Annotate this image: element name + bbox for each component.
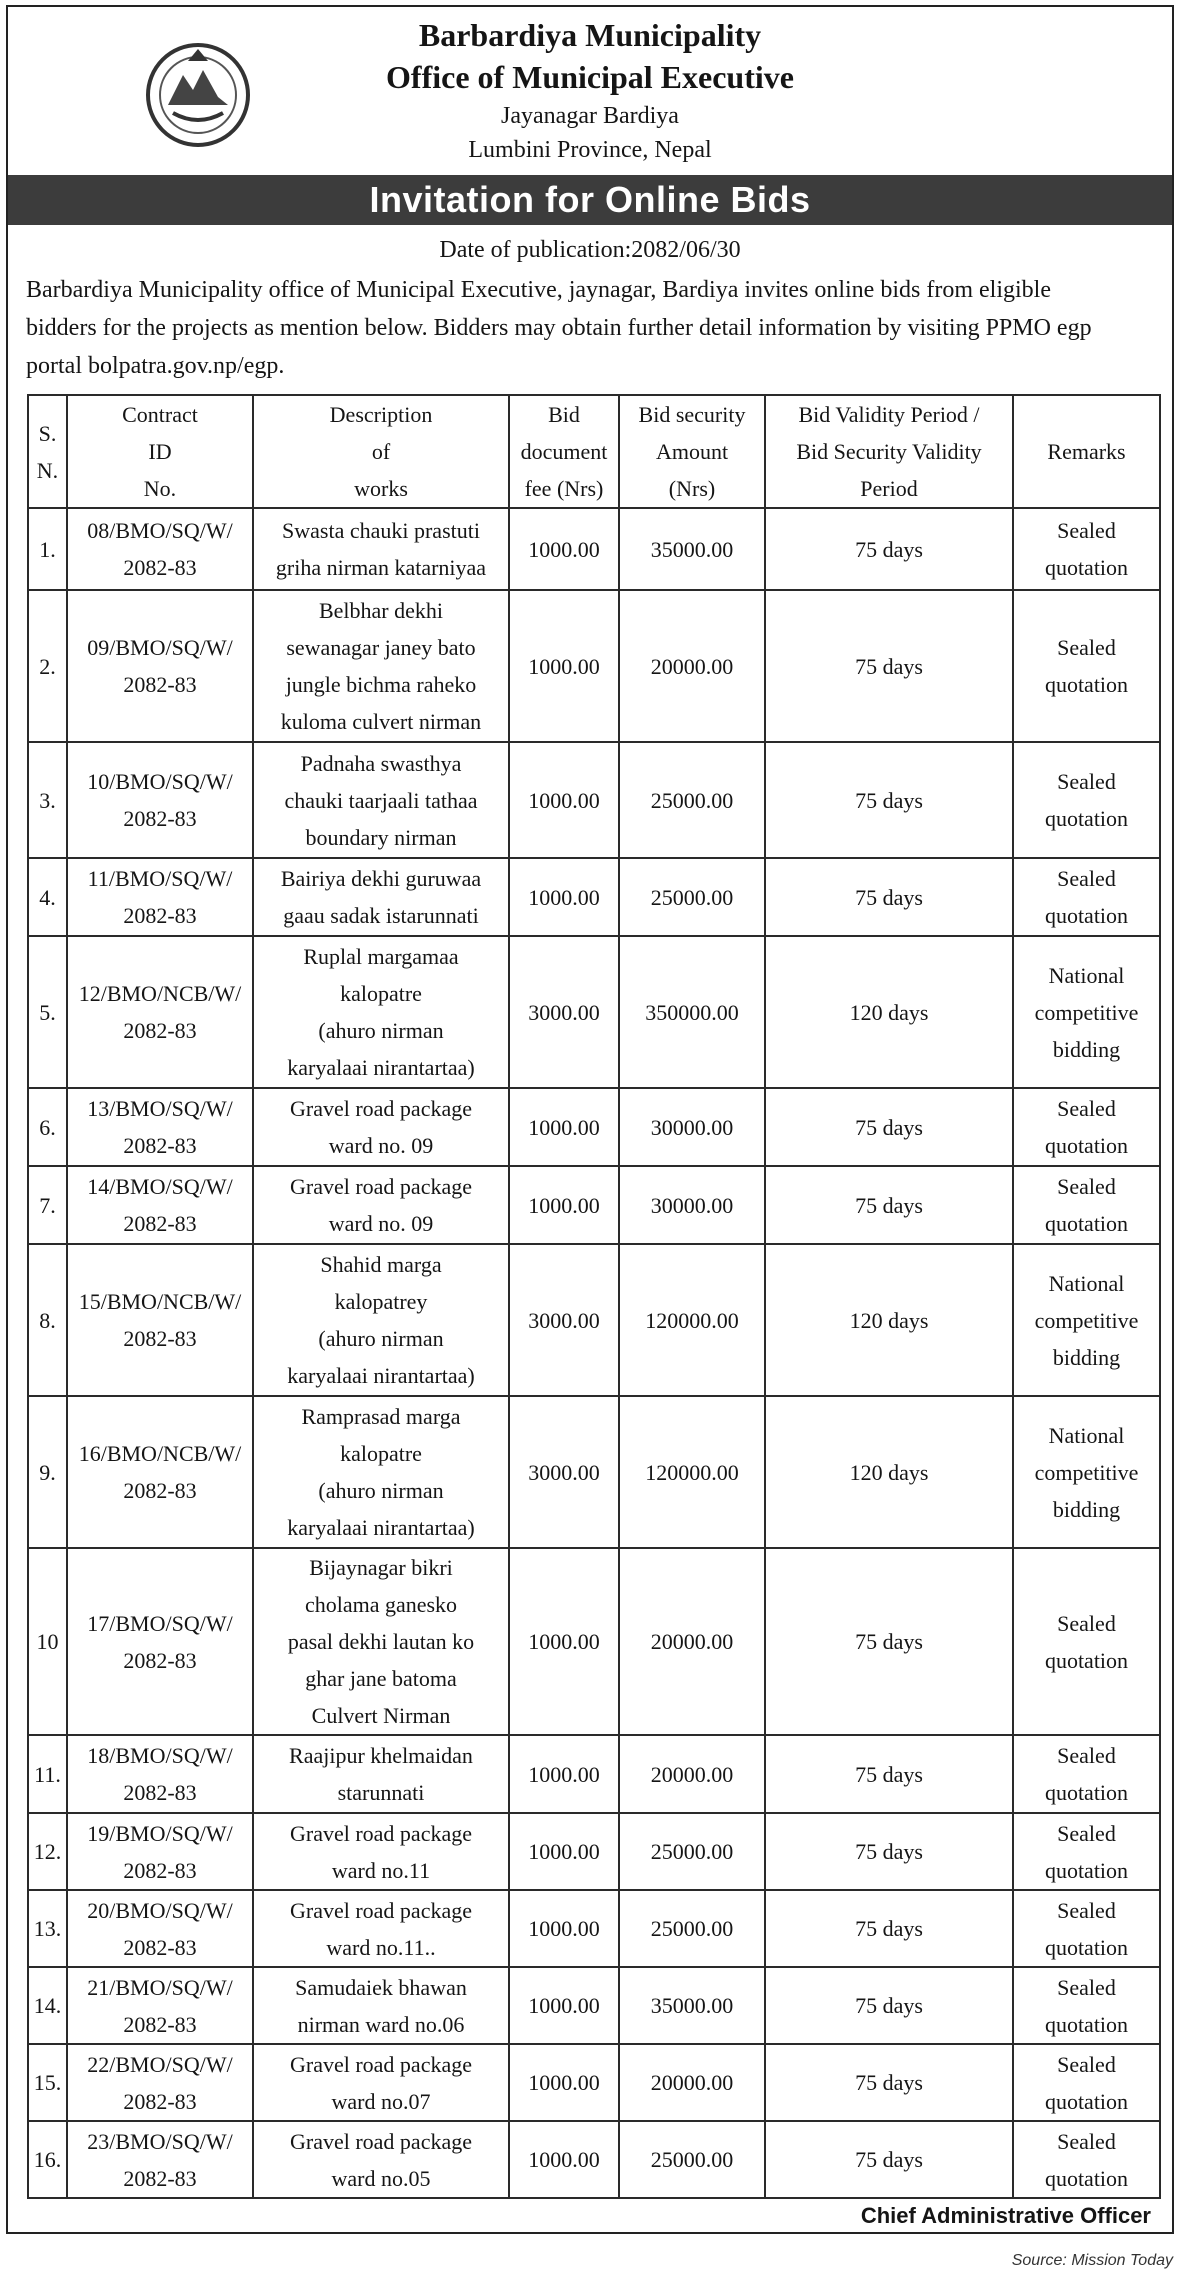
row-remarks: Sealed quotation bbox=[1013, 2044, 1160, 2121]
row-description: Padnaha swasthya chauki taarjaali tathaa boundary nirman bbox=[253, 742, 509, 858]
row-remarks: Sealed quotation bbox=[1013, 1813, 1160, 1890]
row-contract-id: 12/BMO/NCB/W/ 2082-83 bbox=[67, 936, 253, 1088]
row-bid-fee: 3000.00 bbox=[509, 1244, 619, 1396]
row-bid-fee: 1000.00 bbox=[509, 1735, 619, 1813]
row-validity: 120 days bbox=[765, 1244, 1013, 1396]
address-line-2: Lumbini Province, Nepal bbox=[468, 137, 712, 163]
intro-line: portal bolpatra.gov.np/egp. bbox=[26, 353, 285, 379]
row-security-amount: 20000.00 bbox=[619, 590, 765, 742]
table-row bbox=[28, 936, 1160, 1088]
row-validity: 75 days bbox=[765, 590, 1013, 742]
row-bid-fee: 1000.00 bbox=[509, 1548, 619, 1735]
office-name: Office of Municipal Executive bbox=[386, 59, 794, 95]
row-security-amount: 25000.00 bbox=[619, 742, 765, 858]
row-contract-id: 15/BMO/NCB/W/ 2082-83 bbox=[67, 1244, 253, 1396]
row-bid-fee: 1000.00 bbox=[509, 1813, 619, 1890]
row-security-amount: 30000.00 bbox=[619, 1088, 765, 1166]
row-bid-fee: 1000.00 bbox=[509, 1890, 619, 1967]
row-validity: 75 days bbox=[765, 1890, 1013, 1967]
row-remarks: Sealed quotation bbox=[1013, 1967, 1160, 2044]
row-remarks: National competitive bidding bbox=[1013, 1396, 1160, 1548]
row-contract-id: 18/BMO/SQ/W/ 2082-83 bbox=[67, 1735, 253, 1813]
table-row bbox=[28, 1813, 1160, 1890]
row-bid-fee: 1000.00 bbox=[509, 1088, 619, 1166]
table-row bbox=[28, 508, 1160, 590]
row-validity: 75 days bbox=[765, 1166, 1013, 1244]
row-validity: 75 days bbox=[765, 1967, 1013, 2044]
row-description: Gravel road package ward no.07 bbox=[253, 2044, 509, 2121]
table-row bbox=[28, 1166, 1160, 1244]
row-validity: 75 days bbox=[765, 2121, 1013, 2198]
row-sn: 11. bbox=[28, 1735, 67, 1813]
row-contract-id: 10/BMO/SQ/W/ 2082-83 bbox=[67, 742, 253, 858]
intro-line: bidders for the projects as mention below. Bidders may obtain further detail information by visiting PPMO egp bbox=[26, 315, 1092, 341]
row-contract-id: 22/BMO/SQ/W/ 2082-83 bbox=[67, 2044, 253, 2121]
notice-title: Invitation for Online Bids bbox=[8, 175, 1172, 225]
row-validity: 75 days bbox=[765, 742, 1013, 858]
row-validity: 75 days bbox=[765, 508, 1013, 590]
row-validity: 75 days bbox=[765, 858, 1013, 936]
table-row bbox=[28, 1548, 1160, 1735]
row-contract-id: 13/BMO/SQ/W/ 2082-83 bbox=[67, 1088, 253, 1166]
col-header-remarks: Remarks bbox=[1013, 395, 1160, 508]
row-validity: 75 days bbox=[765, 1735, 1013, 1813]
row-contract-id: 19/BMO/SQ/W/ 2082-83 bbox=[67, 1813, 253, 1890]
table-row bbox=[28, 2121, 1160, 2198]
row-security-amount: 25000.00 bbox=[619, 858, 765, 936]
row-bid-fee: 1000.00 bbox=[509, 1967, 619, 2044]
row-bid-fee: 1000.00 bbox=[509, 590, 619, 742]
row-description: Gravel road package ward no.05 bbox=[253, 2121, 509, 2198]
row-security-amount: 35000.00 bbox=[619, 508, 765, 590]
row-remarks: Sealed quotation bbox=[1013, 1166, 1160, 1244]
col-header-security: Bid security Amount (Nrs) bbox=[619, 395, 765, 508]
row-security-amount: 25000.00 bbox=[619, 1890, 765, 1967]
row-bid-fee: 1000.00 bbox=[509, 1166, 619, 1244]
row-remarks: Sealed quotation bbox=[1013, 1890, 1160, 1967]
address-line-1: Jayanagar Bardiya bbox=[501, 103, 679, 129]
table-row bbox=[28, 2044, 1160, 2121]
row-sn: 5. bbox=[28, 936, 67, 1088]
row-security-amount: 20000.00 bbox=[619, 1548, 765, 1735]
row-security-amount: 120000.00 bbox=[619, 1396, 765, 1548]
row-description: Shahid marga kalopatrey (ahuro nirman karyalaai nirantartaa) bbox=[253, 1244, 509, 1396]
col-header-bid-fee: Bid document fee (Nrs) bbox=[509, 395, 619, 508]
table-row bbox=[28, 1088, 1160, 1166]
row-description: Gravel road package ward no.11 bbox=[253, 1813, 509, 1890]
bids-table bbox=[27, 394, 1161, 2199]
row-security-amount: 30000.00 bbox=[619, 1166, 765, 1244]
row-remarks: Sealed quotation bbox=[1013, 742, 1160, 858]
row-description: Samudaiek bhawan nirman ward no.06 bbox=[253, 1967, 509, 2044]
row-sn: 9. bbox=[28, 1396, 67, 1548]
row-sn: 10 bbox=[28, 1548, 67, 1735]
row-sn: 1. bbox=[28, 508, 67, 590]
row-description: Gravel road package ward no.11.. bbox=[253, 1890, 509, 1967]
row-sn: 4. bbox=[28, 858, 67, 936]
table-row bbox=[28, 1967, 1160, 2044]
row-validity: 120 days bbox=[765, 1396, 1013, 1548]
intro-line: Barbardiya Municipality office of Municipal Executive, jaynagar, Bardiya invites online bids from eligible bbox=[26, 277, 1051, 303]
row-contract-id: 20/BMO/SQ/W/ 2082-83 bbox=[67, 1890, 253, 1967]
row-security-amount: 25000.00 bbox=[619, 1813, 765, 1890]
org-name: Barbardiya Municipality bbox=[418, 17, 762, 53]
row-contract-id: 11/BMO/SQ/W/ 2082-83 bbox=[67, 858, 253, 936]
row-description: Bairiya dekhi guruwaa gaau sadak istarunnati bbox=[253, 858, 509, 936]
row-validity: 75 days bbox=[765, 1548, 1013, 1735]
table-row bbox=[28, 1396, 1160, 1548]
row-sn: 3. bbox=[28, 742, 67, 858]
table-row bbox=[28, 1244, 1160, 1396]
col-header-sn: S. N. bbox=[28, 395, 67, 508]
row-sn: 12. bbox=[28, 1813, 67, 1890]
row-remarks: National competitive bidding bbox=[1013, 1244, 1160, 1396]
row-sn: 14. bbox=[28, 1967, 67, 2044]
row-description: Ramprasad marga kalopatre (ahuro nirman karyalaai nirantartaa) bbox=[253, 1396, 509, 1548]
row-remarks: Sealed quotation bbox=[1013, 2121, 1160, 2198]
table-row bbox=[28, 742, 1160, 858]
row-contract-id: 09/BMO/SQ/W/ 2082-83 bbox=[67, 590, 253, 742]
row-validity: 75 days bbox=[765, 1088, 1013, 1166]
row-sn: 6. bbox=[28, 1088, 67, 1166]
row-description: Gravel road package ward no. 09 bbox=[253, 1166, 509, 1244]
row-remarks: Sealed quotation bbox=[1013, 1735, 1160, 1813]
table-row bbox=[28, 1890, 1160, 1967]
row-contract-id: 14/BMO/SQ/W/ 2082-83 bbox=[67, 1166, 253, 1244]
intro-paragraph bbox=[26, 271, 1158, 385]
row-sn: 7. bbox=[28, 1166, 67, 1244]
row-remarks: National competitive bidding bbox=[1013, 936, 1160, 1088]
row-bid-fee: 1000.00 bbox=[509, 858, 619, 936]
table-row bbox=[28, 858, 1160, 936]
row-remarks: Sealed quotation bbox=[1013, 858, 1160, 936]
source-credit: Source: Mission Today bbox=[1011, 2252, 1173, 2269]
row-bid-fee: 1000.00 bbox=[509, 2044, 619, 2121]
publication-date: Date of publication:2082/06/30 bbox=[439, 237, 741, 263]
table-row bbox=[28, 1735, 1160, 1813]
row-validity: 75 days bbox=[765, 1813, 1013, 1890]
table-row bbox=[28, 590, 1160, 742]
row-remarks: Sealed quotation bbox=[1013, 1088, 1160, 1166]
row-bid-fee: 1000.00 bbox=[509, 2121, 619, 2198]
row-contract-id: 17/BMO/SQ/W/ 2082-83 bbox=[67, 1548, 253, 1735]
row-bid-fee: 1000.00 bbox=[509, 508, 619, 590]
col-header-contract-id: Contract ID No. bbox=[67, 395, 253, 508]
row-security-amount: 20000.00 bbox=[619, 2044, 765, 2121]
row-sn: 2. bbox=[28, 590, 67, 742]
row-contract-id: 21/BMO/SQ/W/ 2082-83 bbox=[67, 1967, 253, 2044]
row-sn: 13. bbox=[28, 1890, 67, 1967]
row-security-amount: 350000.00 bbox=[619, 936, 765, 1088]
row-bid-fee: 3000.00 bbox=[509, 1396, 619, 1548]
signatory: Chief Administrative Officer bbox=[860, 2203, 1151, 2228]
row-description: Ruplal margamaa kalopatre (ahuro nirman karyalaai nirantartaa) bbox=[253, 936, 509, 1088]
col-header-description: Description of works bbox=[253, 395, 509, 508]
row-validity: 75 days bbox=[765, 2044, 1013, 2121]
row-validity: 120 days bbox=[765, 936, 1013, 1088]
row-bid-fee: 1000.00 bbox=[509, 742, 619, 858]
row-remarks: Sealed quotation bbox=[1013, 1548, 1160, 1735]
col-header-validity: Bid Validity Period / Bid Security Validity Period bbox=[765, 395, 1013, 508]
table-header-row bbox=[28, 395, 1160, 508]
row-remarks: Sealed quotation bbox=[1013, 508, 1160, 590]
row-contract-id: 08/BMO/SQ/W/ 2082-83 bbox=[67, 508, 253, 590]
row-remarks: Sealed quotation bbox=[1013, 590, 1160, 742]
row-description: Raajipur khelmaidan starunnati bbox=[253, 1735, 509, 1813]
row-sn: 15. bbox=[28, 2044, 67, 2121]
row-sn: 8. bbox=[28, 1244, 67, 1396]
row-contract-id: 23/BMO/SQ/W/ 2082-83 bbox=[67, 2121, 253, 2198]
row-security-amount: 120000.00 bbox=[619, 1244, 765, 1396]
row-contract-id: 16/BMO/NCB/W/ 2082-83 bbox=[67, 1396, 253, 1548]
row-security-amount: 35000.00 bbox=[619, 1967, 765, 2044]
row-security-amount: 20000.00 bbox=[619, 1735, 765, 1813]
row-description: Bijaynagar bikri cholama ganesko pasal dekhi lautan ko ghar jane batoma Culvert Nirman bbox=[253, 1548, 509, 1735]
row-description: Gravel road package ward no. 09 bbox=[253, 1088, 509, 1166]
row-description: Swasta chauki prastuti griha nirman katarniyaa bbox=[253, 508, 509, 590]
row-security-amount: 25000.00 bbox=[619, 2121, 765, 2198]
row-bid-fee: 3000.00 bbox=[509, 936, 619, 1088]
row-sn: 16. bbox=[28, 2121, 67, 2198]
row-description: Belbhar dekhi sewanagar janey bato jungle bichma raheko kuloma culvert nirman bbox=[253, 590, 509, 742]
